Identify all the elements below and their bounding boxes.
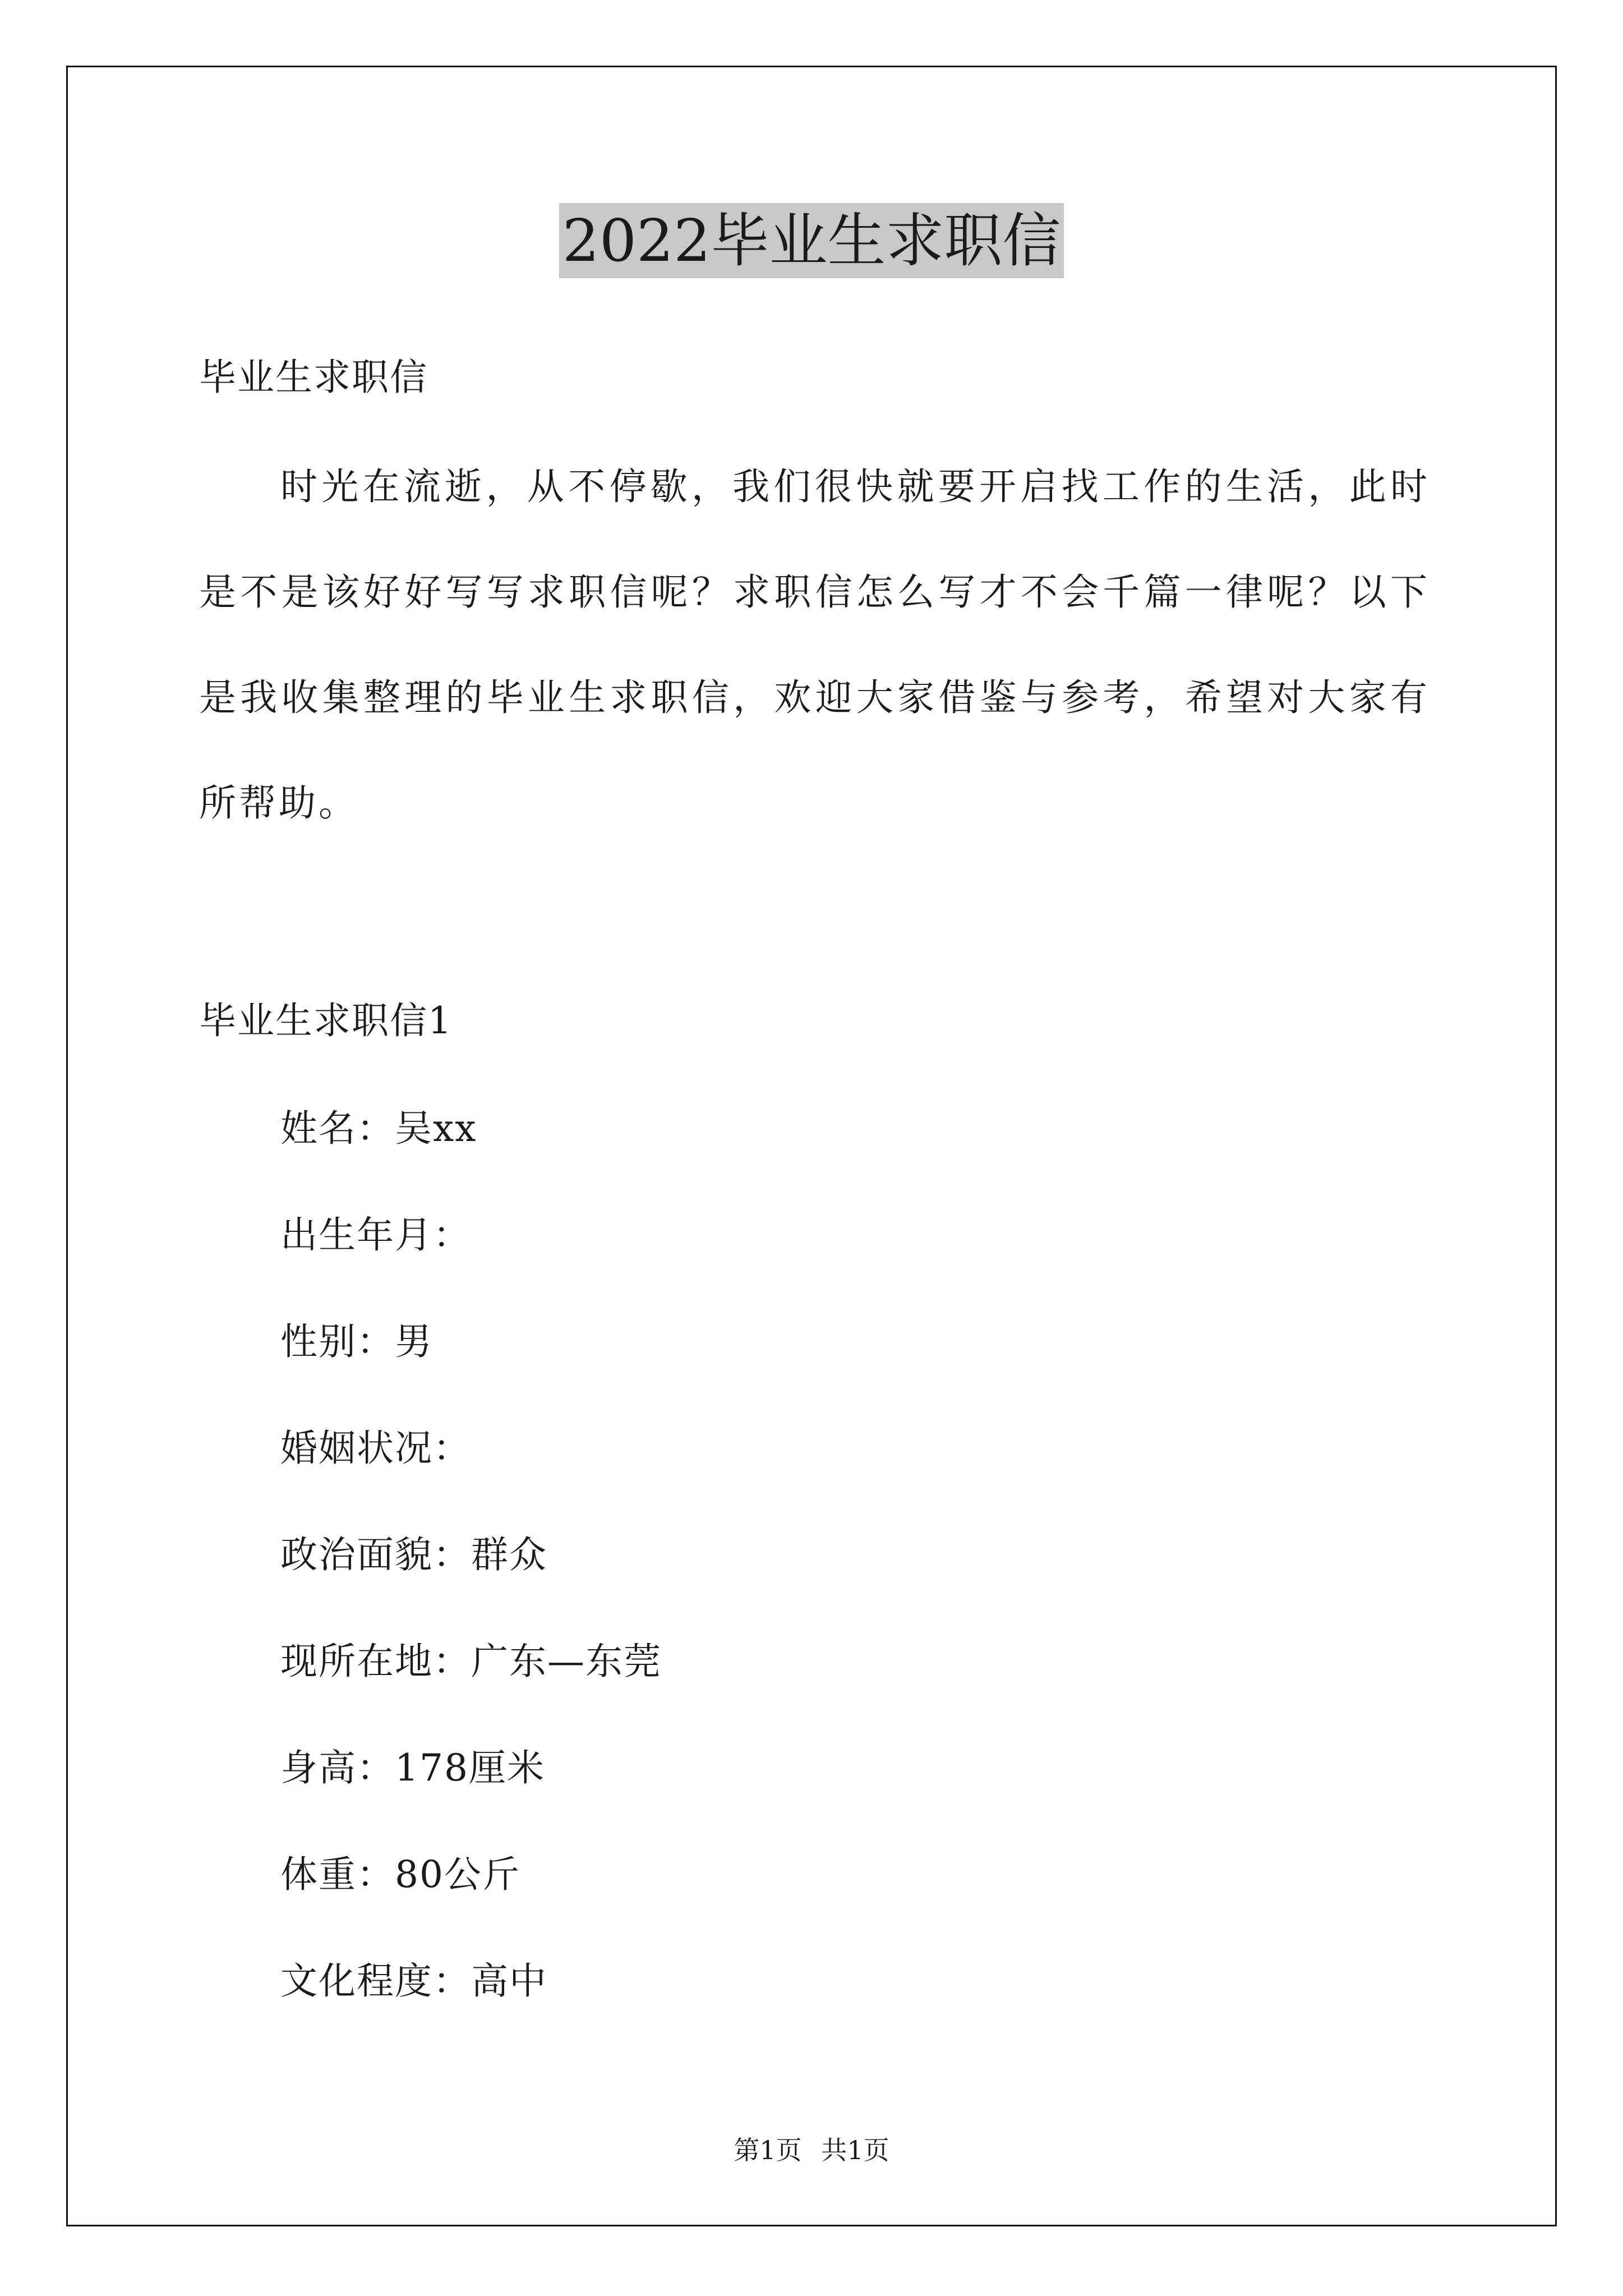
field-name: 姓名：吴xx	[280, 1107, 477, 1150]
intro-paragraph	[199, 464, 1430, 886]
field-weight: 体重：80公斤	[280, 1853, 520, 1896]
intro-line: 是我收集整理的毕业生求职信，欢迎大家借鉴与参考，希望对大家有	[199, 676, 1430, 719]
field-political-status: 政治面貌：群众	[280, 1533, 547, 1576]
intro-line: 时光在流逝，从不停歇，我们很快就要开启找工作的生活，此时	[280, 465, 1430, 508]
document-title: 2022毕业生求职信	[559, 203, 1064, 278]
intro-line: 所帮助。	[199, 781, 358, 825]
section-heading: 毕业生求职信1	[199, 999, 453, 1042]
intro-line: 是不是该好好写写求职信呢？求职信怎么写才不会千篇一律呢？以下	[199, 570, 1430, 614]
field-birth: 出生年月：	[280, 1213, 471, 1257]
subtitle: 毕业生求职信	[199, 356, 428, 399]
field-location: 现所在地：广东—东莞	[280, 1640, 662, 1683]
field-height: 身高：178厘米	[280, 1746, 545, 1789]
field-gender: 性别：男	[280, 1320, 433, 1363]
title-wrapper	[0, 203, 1623, 278]
page-total: 共1页	[821, 2135, 889, 2165]
page-footer	[0, 2134, 1623, 2166]
field-education: 文化程度：高中	[280, 1959, 547, 2003]
page-number: 第1页	[734, 2135, 802, 2165]
field-marital-status: 婚姻状况：	[280, 1427, 471, 1470]
